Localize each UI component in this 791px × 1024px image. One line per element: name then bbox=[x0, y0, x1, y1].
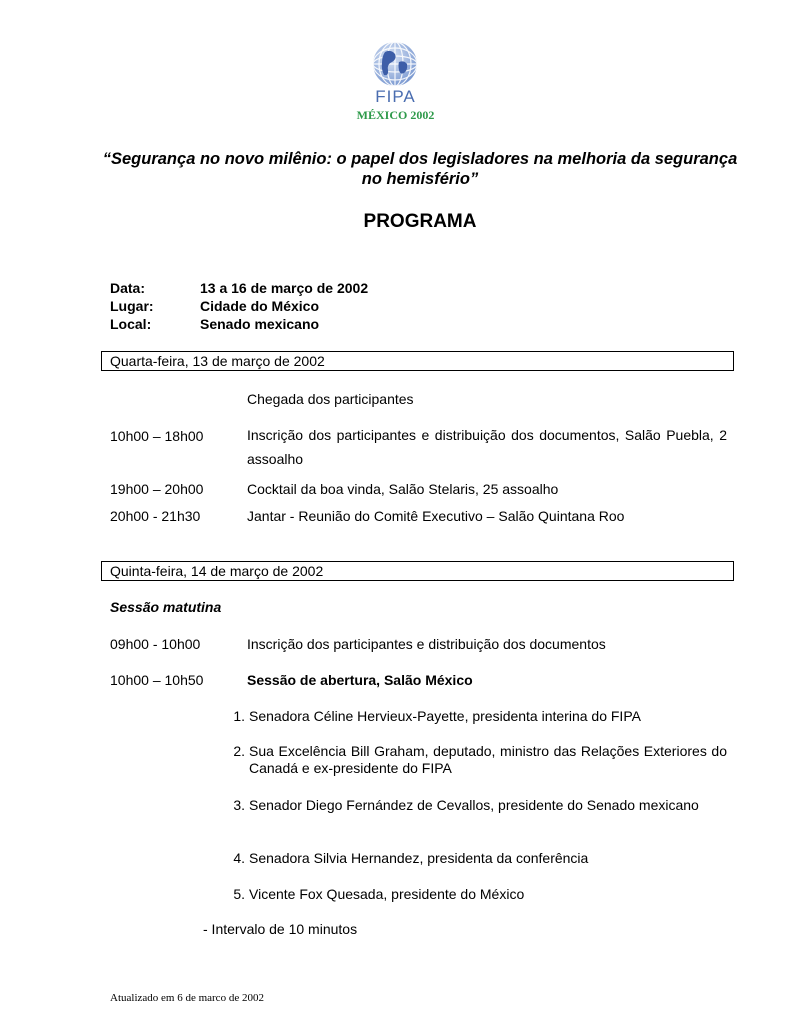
globe-icon bbox=[371, 40, 419, 88]
schedule-time: 09h00 - 10h00 bbox=[110, 636, 201, 652]
page-heading: PROGRAMA bbox=[363, 211, 477, 232]
schedule-time: 20h00 - 21h30 bbox=[110, 508, 201, 524]
schedule-time: 10h00 – 18h00 bbox=[110, 428, 204, 444]
date-value: 13 a 16 de março de 2002 bbox=[200, 280, 369, 296]
schedule-item-dinner: Jantar - Reunião do Comitê Executivo – Salão Quintana Roo bbox=[247, 508, 625, 524]
place-value: Cidade do México bbox=[200, 298, 320, 314]
schedule-time: 10h00 – 10h50 bbox=[110, 672, 204, 688]
speaker-item: Senadora Silvia Hernandez, presidenta da conferência bbox=[249, 850, 589, 866]
org-name: FIPA bbox=[375, 87, 416, 106]
document-title: “Segurança no novo milênio: o papel dos legisladores na melhoria da segurança no hemisfério” bbox=[102, 150, 738, 188]
day-header-wednesday: Quarta-feira, 13 de março de 2002 bbox=[101, 351, 734, 371]
speaker-number: 1. bbox=[233, 708, 245, 724]
speaker-number: 5. bbox=[233, 886, 245, 902]
venue-label: Local: bbox=[110, 316, 152, 332]
event-subtitle: MÉXICO 2002 bbox=[356, 108, 435, 122]
date-label: Data: bbox=[110, 280, 146, 296]
speaker-number: 2. bbox=[233, 743, 245, 759]
speaker-item: Senador Diego Fernández de Cevallos, presidente do Senado mexicano bbox=[249, 797, 699, 813]
venue-value: Senado mexicano bbox=[200, 316, 320, 332]
schedule-item-registration: Inscrição dos participantes e distribuição dos documentos bbox=[247, 636, 606, 652]
schedule-item-cocktail: Cocktail da boa vinda, Salão Stelaris, 25 assoalho bbox=[247, 481, 559, 497]
schedule-item-registration: Inscrição dos participantes e distribuição dos documentos, Salão Puebla, 2 assoalho bbox=[247, 427, 727, 467]
footer-updated: Atualizado em 6 de marco de 2002 bbox=[110, 992, 264, 1004]
day-header-thursday: Quinta-feira, 14 de março de 2002 bbox=[101, 561, 734, 581]
schedule-item-arrival: Chegada dos participantes bbox=[247, 391, 414, 407]
schedule-time: 19h00 – 20h00 bbox=[110, 481, 204, 497]
session-heading: Sessão matutina bbox=[110, 599, 222, 615]
speaker-number: 3. bbox=[233, 797, 245, 813]
place-label: Lugar: bbox=[110, 298, 154, 314]
interval-note: - Intervalo de 10 minutos bbox=[203, 921, 358, 937]
speaker-item: Senadora Céline Hervieux-Payette, presidenta interina do FIPA bbox=[249, 708, 641, 724]
speaker-number: 4. bbox=[233, 850, 245, 866]
schedule-item-opening-session: Sessão de abertura, Salão México bbox=[247, 672, 473, 688]
speaker-item: Vicente Fox Quesada, presidente do México bbox=[249, 886, 525, 902]
speaker-item: Sua Excelência Bill Graham, deputado, ministro das Relações Exteriores do Canadá e ex-presidente do FIPA bbox=[249, 743, 727, 776]
